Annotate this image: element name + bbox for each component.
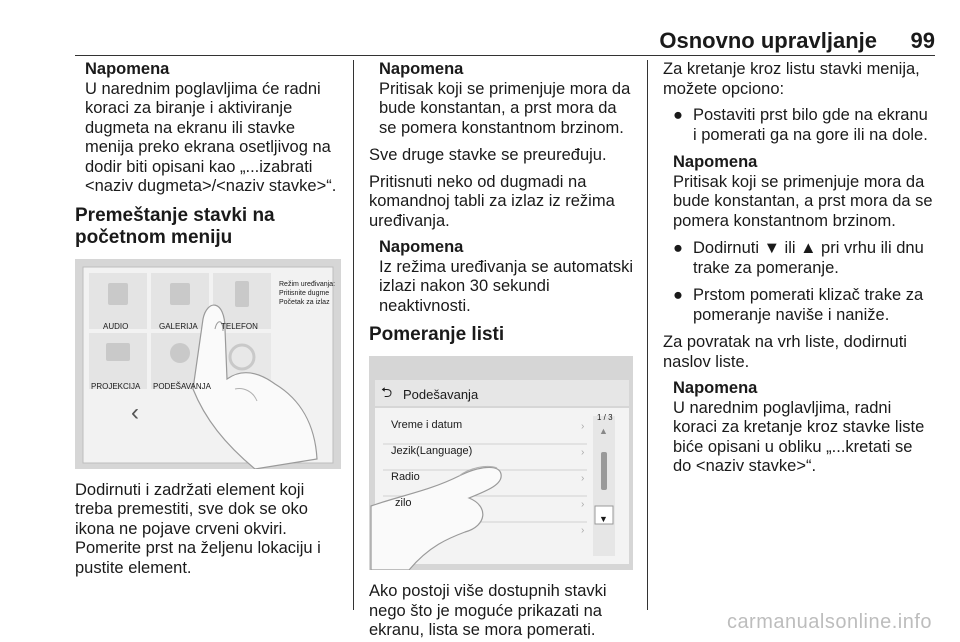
note-title: Napomena (85, 60, 170, 78)
section-heading: Pomeranje listi (369, 324, 505, 345)
screen-title: Podešavanja (403, 387, 479, 402)
note (75, 60, 343, 197)
note-title: Napomena (673, 153, 758, 171)
tile-label: PODEŠAVANJA (153, 381, 211, 391)
tile-label: AUDIO (103, 321, 129, 331)
note-title: Napomena (379, 238, 464, 256)
paragraph: Za kretanje kroz listu stavki menija, možete opciono: (663, 60, 920, 98)
list-item: zilo (395, 497, 412, 509)
bullet-text: Postaviti prst bilo gde na ekranu i pomerati ga na gore ili na dole. (693, 106, 928, 144)
bullet-icon: ● (673, 286, 683, 304)
note-text: U narednim poglavljima, radni koraci za kretanje kroz stavke liste biće opisani u obliku „...kretati se do <naziv stavke>“. (673, 398, 925, 475)
tile-label: GALERIJA (159, 321, 198, 331)
paragraph: Ako postoji više dostupnih stavki nego što je moguće prikazati na ekranu, lista se mora pomerati. (369, 582, 607, 639)
list-item: Vreme i datum (391, 419, 463, 431)
home-menu-illustration (75, 259, 341, 469)
page-title: Osnovno upravljanje (659, 28, 877, 53)
note-text: U narednim poglavljima će radni koraci za biranje i aktiviranje dugmeta na ekranu ili stavke menija preko ekrana osetljivog na dodir biti opisani kao „...izabrati <naziv dugmeta>/<naziv stavke>“. (85, 79, 337, 195)
side-text-line: Pritisnite dugme (279, 289, 330, 297)
tile-label: PROJEKCIJA (91, 381, 141, 391)
list-scroll-illustration (369, 356, 633, 570)
list-item: Jezik(Language) (391, 445, 473, 457)
back-arrow-icon: ‹ (131, 398, 139, 426)
note-title: Napomena (379, 60, 464, 78)
scroll-up-arrow-icon: ▲ (599, 426, 608, 436)
paragraph: Za povratak na vrh liste, dodirnuti naslov liste. (663, 333, 907, 371)
svg-text:›: › (581, 499, 585, 510)
side-text-line: Početak za izlaz (279, 298, 330, 306)
watermark: carmanualsonline.info (726, 611, 932, 633)
side-text-line: Režim uređivanja: (279, 280, 336, 288)
note (663, 153, 935, 231)
section-heading: Premeštanje stavki na početnom meniju (75, 204, 275, 248)
note (663, 379, 935, 477)
column-divider (353, 60, 354, 610)
svg-text:›: › (581, 447, 585, 458)
paragraph: Pritisnuti neko od dugmadi na komandnoj tabli za izlaz iz režima uređivanja. (369, 172, 615, 230)
note-text: Iz režima uređivanja se automatski izlazi nakon 30 sekundi neaktivnosti. (379, 257, 634, 315)
paragraph: Dodirnuti i zadržati element koji treba premestiti, sve dok se oko ikona ne pojave crveni okviri. Pomerite prst na željenu lokaciju i pustite element. (75, 480, 321, 577)
svg-text:›: › (581, 525, 585, 536)
paragraph: Sve druge stavke se preuređuju. (369, 146, 607, 164)
bullet-icon: ● (673, 106, 683, 124)
scroll-down-arrow-icon: ▼ (599, 514, 608, 524)
note (369, 238, 635, 316)
note-title: Napomena (673, 379, 758, 397)
bullet-item (663, 239, 935, 278)
svg-text:›: › (581, 473, 585, 484)
back-icon: ⮌ (381, 384, 393, 400)
svg-text:›: › (581, 421, 585, 432)
column-2 (369, 60, 635, 642)
bullet-text: Prstom pomerati klizač trake za pomeranje naviše i naniže. (693, 286, 924, 324)
bullet-item (663, 286, 935, 325)
page-number: 99 (910, 28, 935, 53)
bullet-icon: ● (673, 239, 683, 257)
page-header (75, 26, 935, 56)
note-text: Pritisak koji se primenjuje mora da bude konstantan, a prst mora da se pomera konstantnom brzinom. (673, 172, 933, 230)
tile-label: TELEFON (221, 321, 258, 331)
note-text: Pritisak koji se primenjuje mora da bude konstantan, a prst mora da se pomera konstantnom brzinom. (379, 79, 631, 137)
page-indicator: 1 / 3 (597, 413, 613, 422)
list-item: Radio (391, 471, 420, 483)
bullet-item (663, 106, 935, 145)
bullet-text: Dodirnuti ▼ ili ▲ pri vrhu ili dnu trake za pomeranje. (693, 239, 924, 277)
column-1 (75, 60, 343, 585)
column-3 (663, 60, 935, 485)
column-divider (647, 60, 648, 610)
note (369, 60, 635, 138)
